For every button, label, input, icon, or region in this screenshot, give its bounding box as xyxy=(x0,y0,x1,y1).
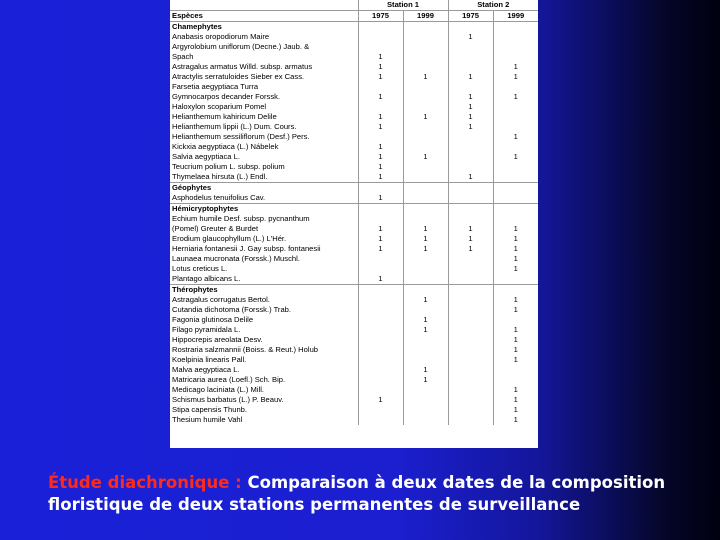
presence-cell xyxy=(448,415,493,425)
table-row xyxy=(170,335,538,345)
presence-cell: 1 xyxy=(493,234,538,244)
presence-cell xyxy=(493,32,538,42)
presence-cell xyxy=(493,42,538,52)
species-name: Lotus creticus L. xyxy=(172,264,228,273)
presence-cell: 1 xyxy=(493,355,538,365)
presence-cell: 1 xyxy=(448,224,493,234)
presence-cell: 1 xyxy=(358,274,403,285)
presence-cell: 1 xyxy=(403,365,448,375)
species-name: (Pomel) Greuter & Burdet xyxy=(172,224,259,233)
table-row xyxy=(170,395,538,405)
presence-cell xyxy=(358,385,403,395)
presence-cell: 1 xyxy=(358,112,403,122)
presence-cell xyxy=(448,62,493,72)
species-name: Spach xyxy=(172,52,194,61)
presence-cell: 1 xyxy=(358,193,403,204)
table-row xyxy=(170,244,538,254)
presence-cell xyxy=(448,193,493,204)
presence-cell: 1 xyxy=(403,325,448,335)
group-cell xyxy=(358,285,403,296)
species-name: Haloxylon scoparium Pomel xyxy=(172,102,267,111)
table-row xyxy=(170,32,538,42)
species-name: Cutandia dichotoma (Forssk.) Trab. xyxy=(172,305,292,314)
species-name: Launaea mucronata (Forssk.) Muschl. xyxy=(172,254,300,263)
table-row xyxy=(170,375,538,385)
presence-cell xyxy=(448,315,493,325)
presence-cell: 1 xyxy=(448,172,493,183)
presence-cell xyxy=(448,295,493,305)
presence-cell: 1 xyxy=(493,152,538,162)
presence-cell: 1 xyxy=(448,122,493,132)
species-name: Gymnocarpos decander Forssk. xyxy=(172,92,281,101)
presence-cell: 1 xyxy=(448,112,493,122)
presence-cell xyxy=(358,295,403,305)
table-row xyxy=(170,325,538,335)
presence-cell xyxy=(403,264,448,274)
presence-cell: 1 xyxy=(403,152,448,162)
species-name: Fagonia glutinosa Delile xyxy=(172,315,254,324)
presence-cell xyxy=(358,102,403,112)
presence-cell: 1 xyxy=(358,72,403,82)
table-row xyxy=(170,112,538,122)
presence-cell xyxy=(448,42,493,52)
presence-cell xyxy=(493,52,538,62)
table-row xyxy=(170,102,538,112)
header-blank xyxy=(170,0,358,11)
presence-cell xyxy=(358,375,403,385)
presence-cell: 1 xyxy=(493,264,538,274)
caption-accent: Étude diachronique : xyxy=(48,473,248,492)
presence-cell xyxy=(358,335,403,345)
table-row xyxy=(170,415,538,425)
presence-cell xyxy=(358,365,403,375)
presence-cell xyxy=(403,32,448,42)
presence-cell xyxy=(448,335,493,345)
group-cell xyxy=(448,183,493,194)
presence-cell: 1 xyxy=(403,72,448,82)
group-cell xyxy=(493,22,538,33)
species-name: Argyrolobium uniflorum (Decne.) Jaub. & xyxy=(172,42,310,51)
presence-cell xyxy=(448,355,493,365)
presence-cell xyxy=(493,365,538,375)
group-cell xyxy=(493,285,538,296)
presence-cell xyxy=(358,82,403,92)
presence-cell xyxy=(493,315,538,325)
presence-cell xyxy=(403,355,448,365)
presence-cell xyxy=(358,214,403,224)
group-cell xyxy=(448,22,493,33)
presence-cell xyxy=(403,172,448,183)
species-name: Rostraria salzmannii (Boiss. & Reut.) Holub xyxy=(172,345,319,354)
group-cell xyxy=(403,183,448,194)
presence-cell: 1 xyxy=(493,244,538,254)
table-row xyxy=(170,345,538,355)
group-cell xyxy=(403,22,448,33)
species-name: Helianthemum kahiricum Delile xyxy=(172,112,277,121)
presence-cell xyxy=(448,162,493,172)
presence-cell xyxy=(358,345,403,355)
table-header-years xyxy=(170,11,538,22)
group-cell xyxy=(493,183,538,194)
group-label: Thérophytes xyxy=(170,285,358,296)
table-row xyxy=(170,62,538,72)
table-row xyxy=(170,92,538,102)
group-cell xyxy=(403,285,448,296)
presence-cell xyxy=(403,162,448,172)
presence-cell xyxy=(403,52,448,62)
species-name: Helianthemum lippii (L.) Dum. Cours. xyxy=(172,122,297,131)
group-cell xyxy=(403,204,448,215)
presence-cell xyxy=(403,142,448,152)
species-name: Stipa capensis Thunb. xyxy=(172,405,248,414)
presence-cell xyxy=(448,345,493,355)
presence-cell xyxy=(358,264,403,274)
group-cell xyxy=(358,22,403,33)
table-row xyxy=(170,162,538,172)
species-name: Thymelaea hirsuta (L.) Endl. xyxy=(172,172,268,181)
group-row xyxy=(170,22,538,33)
group-cell xyxy=(358,183,403,194)
presence-cell xyxy=(493,112,538,122)
presence-cell xyxy=(403,345,448,355)
presence-cell xyxy=(358,355,403,365)
species-name: Medicago laciniata (L.) Mill. xyxy=(172,385,265,394)
species-name: Echium humile Desf. subsp. pycnanthum xyxy=(172,214,310,223)
table-header-stations xyxy=(170,0,538,11)
presence-cell: 1 xyxy=(403,375,448,385)
presence-cell: 1 xyxy=(358,395,403,405)
presence-cell: 1 xyxy=(358,152,403,162)
species-name: Teucrium polium L. subsp. polium xyxy=(172,162,285,171)
presence-cell: 1 xyxy=(358,224,403,234)
presence-cell: 1 xyxy=(403,244,448,254)
species-name: Farsetia aegyptiaca Turra xyxy=(172,82,259,91)
table-row xyxy=(170,142,538,152)
presence-cell: 1 xyxy=(448,92,493,102)
presence-cell xyxy=(403,274,448,285)
presence-cell: 1 xyxy=(448,32,493,42)
table-row xyxy=(170,234,538,244)
presence-cell: 1 xyxy=(493,132,538,142)
presence-cell: 1 xyxy=(403,224,448,234)
table-row xyxy=(170,355,538,365)
presence-cell xyxy=(448,82,493,92)
presence-cell xyxy=(358,415,403,425)
group-label: Chamephytes xyxy=(170,22,358,33)
presence-cell: 1 xyxy=(493,92,538,102)
presence-cell xyxy=(358,315,403,325)
species-name: Astragalus armatus Willd. subsp. armatus xyxy=(172,62,313,71)
presence-cell xyxy=(493,375,538,385)
table-row xyxy=(170,193,538,204)
presence-cell: 1 xyxy=(448,244,493,254)
presence-cell xyxy=(493,122,538,132)
presence-cell xyxy=(493,102,538,112)
presence-cell: 1 xyxy=(493,405,538,415)
presence-cell: 1 xyxy=(493,335,538,345)
group-label: Hémicryptophytes xyxy=(170,204,358,215)
presence-cell xyxy=(403,62,448,72)
table-row xyxy=(170,42,538,52)
table-row xyxy=(170,224,538,234)
presence-cell xyxy=(403,405,448,415)
species-name: Matricaria aurea (Loefl.) Sch. Bip. xyxy=(172,375,286,384)
group-label: Géophytes xyxy=(170,183,358,194)
species-table xyxy=(170,0,538,425)
species-table-panel xyxy=(170,0,538,448)
species-name: Astragalus corrugatus Bertol. xyxy=(172,295,270,304)
presence-cell: 1 xyxy=(448,72,493,82)
group-cell xyxy=(358,204,403,215)
table-row xyxy=(170,385,538,395)
table-row xyxy=(170,365,538,375)
presence-cell: 1 xyxy=(493,385,538,395)
presence-cell: 1 xyxy=(358,234,403,244)
presence-cell xyxy=(448,132,493,142)
presence-cell xyxy=(493,172,538,183)
presence-cell: 1 xyxy=(493,62,538,72)
presence-cell xyxy=(403,193,448,204)
species-name: Atractylis serratuloides Sieber ex Cass. xyxy=(172,72,305,81)
presence-cell xyxy=(448,325,493,335)
presence-cell: 1 xyxy=(358,244,403,254)
table-row xyxy=(170,305,538,315)
presence-cell xyxy=(403,254,448,264)
group-cell xyxy=(448,204,493,215)
presence-cell xyxy=(403,122,448,132)
group-cell xyxy=(493,204,538,215)
presence-cell xyxy=(448,254,493,264)
presence-cell xyxy=(403,305,448,315)
presence-cell xyxy=(493,274,538,285)
presence-cell xyxy=(403,415,448,425)
presence-cell xyxy=(448,365,493,375)
presence-cell: 1 xyxy=(493,224,538,234)
presence-cell xyxy=(358,32,403,42)
presence-cell xyxy=(403,335,448,345)
table-row xyxy=(170,122,538,132)
species-name: Helianthemum sessiliflorum (Desf.) Pers. xyxy=(172,132,310,141)
presence-cell xyxy=(358,254,403,264)
table-row xyxy=(170,72,538,82)
presence-cell: 1 xyxy=(403,234,448,244)
table-row xyxy=(170,82,538,92)
presence-cell xyxy=(403,395,448,405)
presence-cell: 1 xyxy=(358,172,403,183)
presence-cell xyxy=(403,132,448,142)
presence-cell xyxy=(448,264,493,274)
presence-cell xyxy=(448,405,493,415)
slide-caption xyxy=(48,472,714,516)
header-year: 1999 xyxy=(493,11,538,22)
presence-cell: 1 xyxy=(448,234,493,244)
presence-cell: 1 xyxy=(358,92,403,102)
presence-cell xyxy=(448,142,493,152)
presence-cell: 1 xyxy=(493,395,538,405)
header-species: Espèces xyxy=(170,11,358,22)
presence-cell: 1 xyxy=(493,305,538,315)
presence-cell xyxy=(493,82,538,92)
species-name: Kickxia aegyptiaca (L.) Nábelek xyxy=(172,142,279,151)
presence-cell xyxy=(403,42,448,52)
presence-cell xyxy=(358,405,403,415)
presence-cell: 1 xyxy=(403,295,448,305)
presence-cell xyxy=(493,162,538,172)
presence-cell xyxy=(448,214,493,224)
presence-cell: 1 xyxy=(403,112,448,122)
presence-cell xyxy=(448,152,493,162)
table-row xyxy=(170,274,538,285)
presence-cell xyxy=(448,52,493,62)
presence-cell xyxy=(403,385,448,395)
table-row xyxy=(170,152,538,162)
presence-cell: 1 xyxy=(493,72,538,82)
table-row xyxy=(170,315,538,325)
header-station-2: Station 2 xyxy=(448,0,538,11)
species-name: Anabasis oropodiorum Maire xyxy=(172,32,270,41)
species-name: Thesium humile Vahl xyxy=(172,415,243,424)
presence-cell xyxy=(358,325,403,335)
table-row xyxy=(170,172,538,183)
group-cell xyxy=(448,285,493,296)
group-row xyxy=(170,204,538,215)
header-year: 1975 xyxy=(358,11,403,22)
presence-cell: 1 xyxy=(493,415,538,425)
table-row xyxy=(170,405,538,415)
presence-cell xyxy=(448,395,493,405)
presence-cell xyxy=(403,214,448,224)
species-name: Koelpinia linearis Pall. xyxy=(172,355,247,364)
species-name: Schismus barbatus (L.) P. Beauv. xyxy=(172,395,284,404)
presence-cell xyxy=(403,102,448,112)
species-name: Filago pyramidala L. xyxy=(172,325,241,334)
presence-cell: 1 xyxy=(493,325,538,335)
presence-cell: 1 xyxy=(358,62,403,72)
table-row xyxy=(170,254,538,264)
caption-text: Comparaison à deux dates de la composition floristique de deux stations permanentes de surveillance xyxy=(48,473,666,514)
species-name: Salvia aegyptiaca L. xyxy=(172,152,240,161)
presence-cell: 1 xyxy=(493,345,538,355)
presence-cell xyxy=(358,132,403,142)
header-year: 1999 xyxy=(403,11,448,22)
presence-cell xyxy=(493,142,538,152)
group-row xyxy=(170,285,538,296)
species-name: Asphodelus tenuifolius Cav. xyxy=(172,193,266,202)
presence-cell xyxy=(448,375,493,385)
species-name: Plantago albicans L. xyxy=(172,274,241,283)
presence-cell xyxy=(358,305,403,315)
header-station-1: Station 1 xyxy=(358,0,448,11)
presence-cell xyxy=(403,82,448,92)
table-row xyxy=(170,52,538,62)
presence-cell xyxy=(448,385,493,395)
species-name: Malva aegyptiaca L. xyxy=(172,365,240,374)
presence-cell xyxy=(448,305,493,315)
presence-cell: 1 xyxy=(493,295,538,305)
table-row xyxy=(170,214,538,224)
species-name: Herniaria fontanesii J. Gay subsp. fontanesii xyxy=(172,244,321,253)
header-year: 1975 xyxy=(448,11,493,22)
species-name: Erodium glaucophyllum (L.) L'Hér. xyxy=(172,234,287,243)
presence-cell: 1 xyxy=(448,102,493,112)
presence-cell: 1 xyxy=(358,162,403,172)
presence-cell xyxy=(403,92,448,102)
presence-cell: 1 xyxy=(403,315,448,325)
table-row xyxy=(170,132,538,142)
group-row xyxy=(170,183,538,194)
table-row xyxy=(170,295,538,305)
species-name: Hippocrepis areolata Desv. xyxy=(172,335,263,344)
presence-cell: 1 xyxy=(493,254,538,264)
presence-cell: 1 xyxy=(358,52,403,62)
table-body xyxy=(170,22,538,426)
table-row xyxy=(170,264,538,274)
presence-cell xyxy=(358,42,403,52)
presence-cell xyxy=(448,274,493,285)
presence-cell xyxy=(493,193,538,204)
presence-cell: 1 xyxy=(358,122,403,132)
presence-cell xyxy=(493,214,538,224)
presence-cell: 1 xyxy=(358,142,403,152)
